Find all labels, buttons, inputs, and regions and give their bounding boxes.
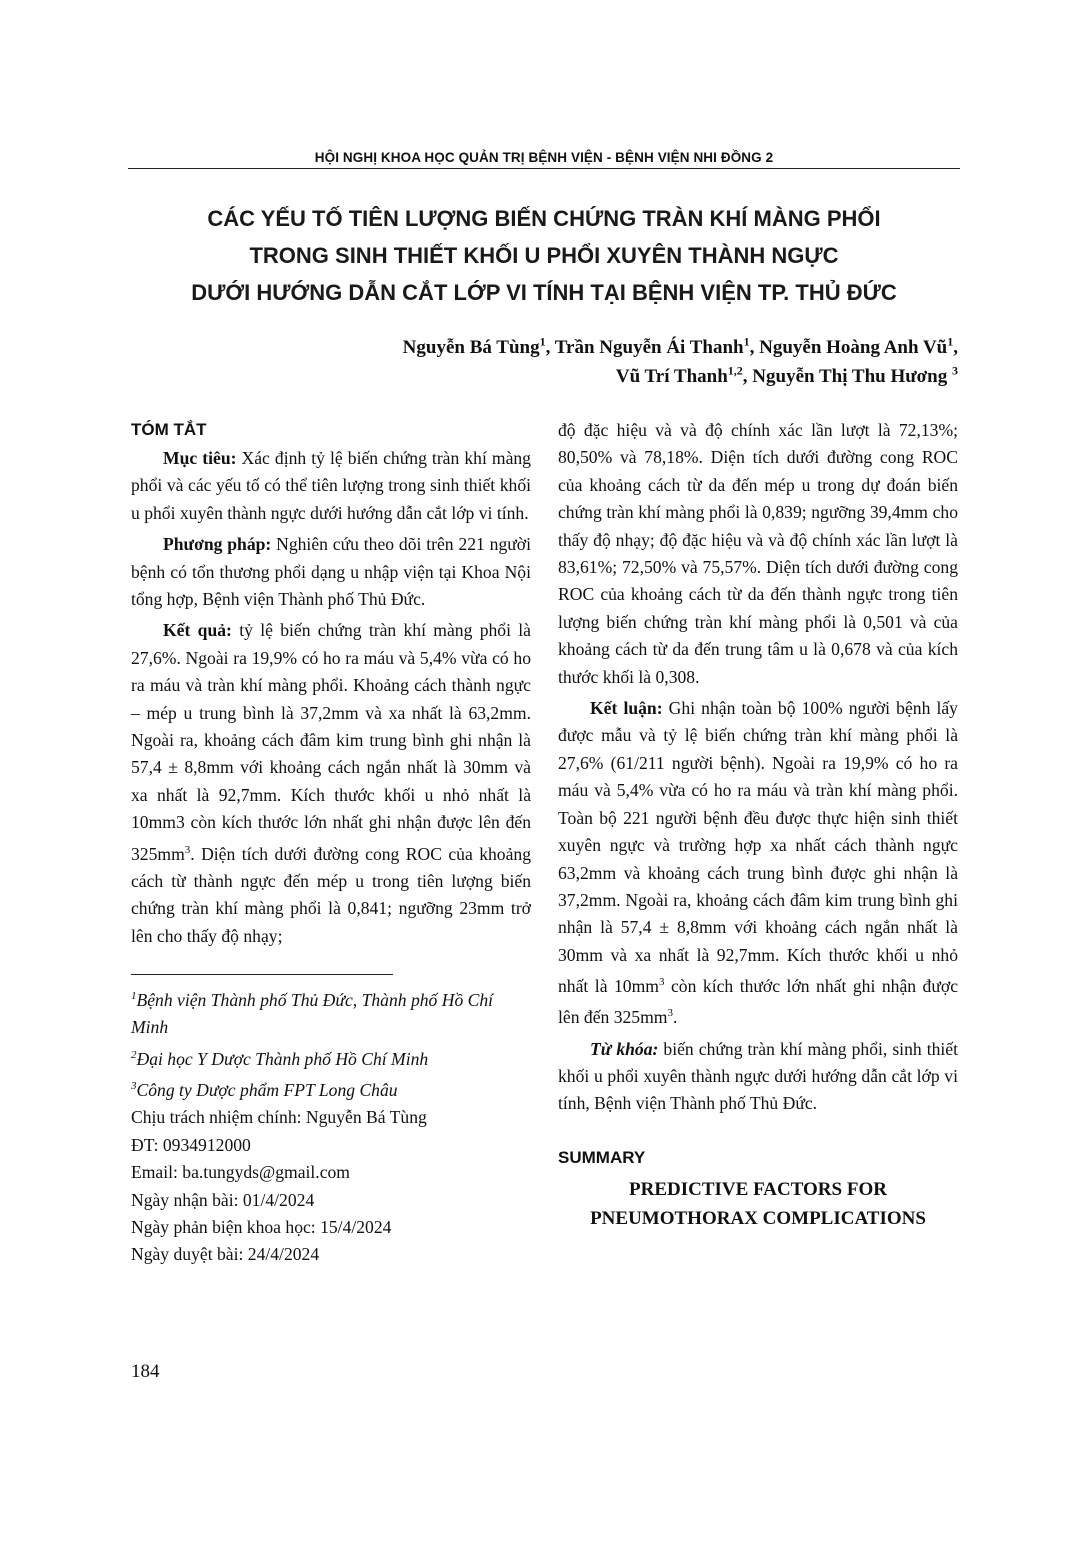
conclusion-text-end: .	[672, 1007, 678, 1028]
affiliation-text: Công ty Dược phẩm FPT Long Châu	[136, 1079, 398, 1100]
email-address: Email: ba.tungyds@gmail.com	[131, 1162, 350, 1183]
author-name: Trần Nguyễn Ái Thanh	[554, 337, 744, 358]
results-label: Kết quả:	[163, 620, 232, 641]
method-label: Phương pháp:	[163, 534, 272, 555]
objective-paragraph	[131, 445, 531, 527]
affiliation-text: Bệnh viện Thành phố Thủ Đức, Thành phố Hồ Chí Minh	[131, 990, 494, 1038]
abstract-heading: TÓM TẮT	[131, 420, 207, 439]
author-affiliation-sup: 3	[952, 363, 958, 378]
footnote-sup: 2	[131, 1048, 137, 1061]
author-name: Nguyễn Bá Tùng	[402, 337, 540, 358]
objective-text: Xác định tỷ lệ biến chứng tràn khí màng phổi và các yếu tố có thể tiên lượng trong sinh thiết khối u phổi xuyên thành ngực dưới hướng dẫn cắt lớp vi tính.	[131, 448, 531, 523]
results-continued: độ đặc hiệu và và độ chính xác lần lượt là 72,13%; 80,50% và 78,18%. Diện tích dưới đường cong ROC của khoảng cách từ da đến mép u trong dự đoán biến chứng tràn khí màng phổi là 0,839; ngưỡng 39,4mm cho thấy độ nhạy; độ đặc hiệu và và độ chính xác lần lượt là 83,61%; 72,50% và 75,57%. Diện tích dưới đường cong ROC của khoảng cách từ da đến thành ngực trong tiên lượng biến chứng tràn khí màng phổi là 0,501 và của khoảng cách từ da đến trung tâm u là 0,678 và của kích thước khối là 0,308.	[558, 420, 958, 687]
affiliation-text: Đại học Y Dược Thành phố Hồ Chí Minh	[136, 1048, 429, 1069]
running-header: HỘI NGHỊ KHOA HỌC QUẢN TRỊ BỆNH VIỆN - BỆNH VIỆN NHI ĐỒNG 2	[314, 150, 774, 165]
objective-label: Mục tiêu:	[163, 448, 237, 468]
conclusion-label: Kết luận:	[590, 698, 663, 719]
footnote-sup: 1	[131, 990, 137, 1003]
method-text: Nghiên cứu theo dõi trên 221 người bệnh có tổn thương phổi dạng u nhập viện tại Khoa Nội tổng hợp, Bệnh viện Thành phố Thủ Đức.	[131, 534, 532, 610]
header-rule	[128, 168, 960, 169]
footnote-affiliation-3	[131, 1073, 531, 1104]
footnote-affiliation-2	[131, 1042, 531, 1073]
keywords-paragraph	[558, 1036, 958, 1118]
author-name: Nguyễn Hoàng Anh Vũ	[759, 337, 948, 358]
footnote-affiliation-1	[131, 983, 531, 1042]
conclusion-text-cont: còn kích thước lớn nhất ghi nhận được lên đến 325mm	[558, 975, 959, 1028]
author-affiliation-sup: 1	[743, 334, 750, 349]
right-column	[558, 417, 958, 1233]
title-line-1: CÁC YẾU TỐ TIÊN LƯỢNG BIẾN CHỨNG TRÀN KHÍ MÀNG PHỔI	[207, 206, 881, 231]
summary-title-line-1: PREDICTIVE FACTORS FOR	[629, 1179, 887, 1201]
page-number: 184	[131, 1361, 160, 1382]
corresponding-author: Chịu trách nhiệm chính: Nguyễn Bá Tùng	[131, 1107, 427, 1128]
summary-title-line-2: PNEUMOTHORAX COMPLICATIONS	[590, 1208, 926, 1230]
footnote-rule	[131, 974, 393, 975]
date-accepted: Ngày duyệt bài: 24/4/2024	[131, 1244, 320, 1265]
results-text: tỷ lệ biến chứng tràn khí màng phổi là 27,6%. Ngoài ra 19,9% có ho ra máu và 5,4% vừa có ho ra máu và tràn khí màng phổi. Khoảng cách thành ngực – mép u trung bình là 37,2mm và xa nhất là 63,2mm. Ngoài ra, khoảng cách đâm kim trung bình ghi nhận là 57,4 ± 8,8mm với khoảng cách ngắn nhất là 30mm và xa nhất là 92,7mm. Kích thước khối u nhỏ nhất là 10mm3 còn kích thước lớn nhất ghi nhận được lên đến 325mm	[131, 620, 531, 864]
author-list	[198, 333, 958, 391]
phone-number: ĐT: 0934912000	[131, 1134, 251, 1155]
author-name: Nguyễn Thị Thu Hương	[752, 366, 948, 387]
date-received: Ngày nhận bài: 01/4/2024	[131, 1189, 315, 1210]
results-text-cont: . Diện tích dưới đường cong ROC của khoảng cách từ thành ngực đến mép u trong tiên lượng biến chứng tràn khí màng phổi là 0,841; ngưỡng 23mm trở lên cho thấy độ nhạy;	[131, 843, 531, 946]
summary-heading: SUMMARY	[558, 1147, 646, 1167]
author-affiliation-sup: 1	[539, 334, 546, 349]
title-line-2: TRONG SINH THIẾT KHỐI U PHỔI XUYÊN THÀNH NGỰC	[249, 243, 839, 268]
article-title	[128, 200, 960, 311]
conclusion-superscript: 3	[658, 976, 665, 989]
keywords-label: Từ khóa:	[590, 1038, 659, 1059]
author-line-1: Nguyễn Bá Tùng$^1$, Trần Nguyễn Ái Thanh$^1$, Nguyễn Hoàng Anh $Vũ^1$,	[402, 334, 958, 358]
results-paragraph	[131, 617, 531, 950]
summary-title	[558, 1175, 958, 1233]
title-line-3: DƯỚI HƯỚNG DẪN CẮT LỚP VI TÍNH TẠI BỆNH VIỆN TP. THỦ ĐỨC	[191, 280, 897, 305]
conclusion-paragraph	[558, 695, 958, 1032]
author-line-2: Vũ Trí Thanh$^{1,2}$, Nguyễn Thị Thu Hương $^3$	[615, 363, 958, 387]
author-name: Vũ Trí Thanh	[615, 366, 728, 387]
left-column	[131, 417, 531, 1269]
keywords-text: biến chứng tràn khí màng phổi, sinh thiết khối u phổi xuyên thành ngực dưới hướng dẫn cắt lớp vi tính, Bệnh viện Thành phố Thủ Đức.	[558, 1038, 958, 1114]
author-affiliation-sup: 1	[947, 334, 954, 349]
conclusion-superscript: 3	[667, 1007, 673, 1020]
conclusion-text: Ghi nhận toàn bộ 100% người bệnh lấy được mẫu và tỷ lệ biến chứng tràn khí màng phổi là 27,6% (61/211 người bệnh). Ngoài ra 19,9% có ho ra máu và 5,4% vừa có ho ra máu và tràn khí màng phổi. Toàn bộ 221 người bệnh đều được thực hiện sinh thiết xuyên ngực và trường hợp xa nhất cách thành ngực 63,2mm và khoảng cách trung bình được ghi nhận là 37,2mm. Ngoài ra, khoảng cách đâm kim trung bình ghi nhận là 57,4 ± 8,8mm với khoảng cách ngắn nhất là 30mm và xa nhất là 92,7mm. Kích thước khối u nhỏ nhất là 10mm	[558, 698, 958, 996]
method-paragraph	[131, 531, 531, 613]
author-affiliation-sup: 1,2	[727, 363, 743, 378]
results-superscript: 3	[184, 843, 191, 856]
date-reviewed: Ngày phản biện khoa học: 15/4/2024	[131, 1217, 392, 1237]
footnote-sup: 3	[131, 1080, 137, 1093]
